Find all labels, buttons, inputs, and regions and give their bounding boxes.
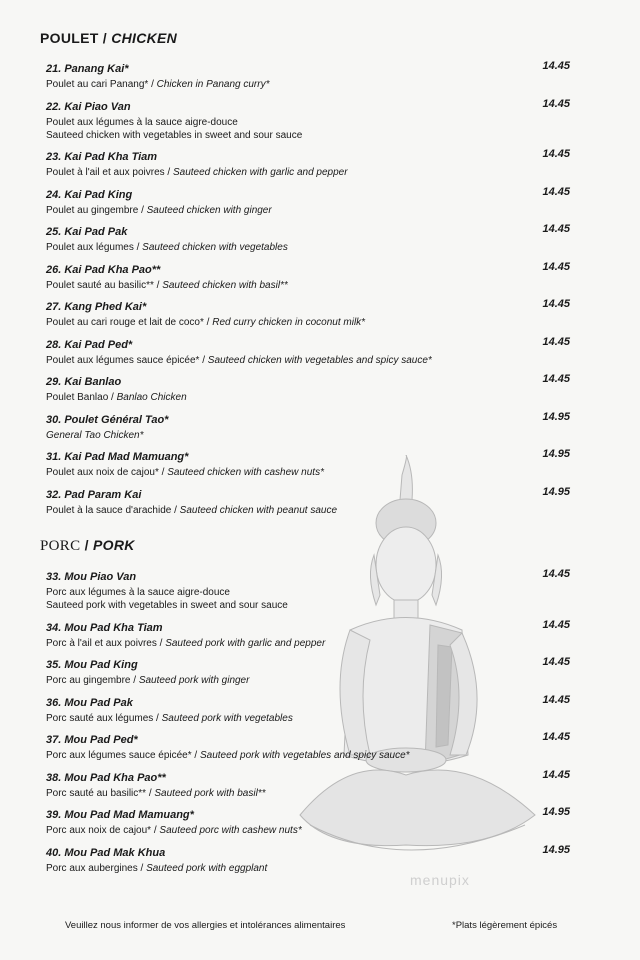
menu-item-name: 32. Pad Param Kai <box>46 488 142 501</box>
menu-item-name: 38. Mou Pad Kha Pao** <box>46 771 166 784</box>
menu-item <box>46 297 576 329</box>
menu-item <box>46 618 576 650</box>
description-fr: Poulet aux légumes sauce épicée* / <box>46 354 208 366</box>
description-en: Sauteed chicken with vegetables in sweet and sour sauce <box>46 129 303 141</box>
description-en: Sauteed pork with basil** <box>154 787 266 799</box>
section-title-fr: POULET <box>40 30 99 46</box>
menu-item-description <box>46 204 576 217</box>
menu-item <box>46 805 576 837</box>
menu-item-name: 30. Poulet Général Tao* <box>46 413 169 426</box>
menu-item-price: 14.95 <box>542 806 570 818</box>
description-en: Sauteed pork with vegetables in sweet and sour sauce <box>46 600 288 611</box>
menu-item-name: 29. Kai Banlao <box>46 376 122 388</box>
menu-item-header <box>46 567 576 583</box>
menu-item-header <box>46 655 576 671</box>
menu-item-name: 36. Mou Pad Pak <box>46 696 133 709</box>
menu-item-description <box>46 316 576 329</box>
menu-item-description <box>46 637 576 650</box>
menu-item <box>46 410 576 442</box>
description-en: General Tao Chicken* <box>46 429 144 441</box>
description-fr: Poulet aux noix de cajou* / <box>46 467 168 478</box>
menu-item-description <box>46 78 576 91</box>
menu-item-description <box>46 862 576 875</box>
menu-item-price: 14.45 <box>542 148 570 160</box>
description-fr: Poulet au gingembre / <box>46 204 147 216</box>
section-title-separator: / <box>84 537 89 553</box>
buddha-flame <box>400 455 412 500</box>
menu-item-price: 14.45 <box>542 768 570 781</box>
menu-item-description <box>46 354 576 367</box>
menu-item-name: 39. Mou Pad Mad Mamuang* <box>46 809 194 821</box>
menu-item-header <box>46 768 576 784</box>
description-fr: Poulet au cari Panang* / <box>46 79 157 90</box>
menu-item-header <box>46 297 576 313</box>
description-fr: Porc aux aubergines / <box>46 862 147 874</box>
section-title-pork <box>40 537 135 555</box>
description-en: Sauteed pork with vegetables <box>161 712 293 724</box>
menu-item-description <box>46 279 576 292</box>
description-fr: Poulet à l'ail et aux poivres / <box>46 167 173 178</box>
menu-item-header <box>46 805 576 821</box>
menu-item-price: 14.45 <box>542 185 570 198</box>
menu-item <box>46 97 576 142</box>
menu-item-price: 14.45 <box>542 568 570 580</box>
description-en: Sauteed chicken with garlic and pepper <box>172 167 348 178</box>
spicy-note: *Plats légèrement épicés <box>452 920 558 931</box>
description-fr: Porc sauté aux légumes / <box>46 712 162 724</box>
menu-item-name: 26. Kai Pad Kha Pao** <box>46 263 161 276</box>
description-fr: Poulet aux légumes / <box>46 242 143 253</box>
menu-item-description <box>46 241 576 254</box>
description-en: Red curry chicken in coconut milk* <box>212 317 366 328</box>
menu-item <box>46 567 576 612</box>
menu-item-name: 22. Kai Piao Van <box>46 100 131 113</box>
menu-item-price: 14.45 <box>542 618 570 631</box>
watermark: menupix <box>410 872 470 888</box>
description-fr: Poulet Banlao / <box>46 392 117 403</box>
menu-item-header <box>46 410 576 426</box>
description-en: Sauteed chicken with vegetables and spicy sauce* <box>207 354 432 366</box>
description-en: Sauteed pork with ginger <box>138 675 250 686</box>
menu-item-header <box>46 260 576 276</box>
menu-item <box>46 843 576 875</box>
menu-item-price: 14.45 <box>542 731 570 743</box>
menu-item-description <box>46 674 576 687</box>
description-en: Sauteed chicken with cashew nuts* <box>167 467 324 478</box>
section-title-en: CHICKEN <box>111 30 178 46</box>
menu-item-name: 40. Mou Pad Mak Khua <box>46 846 166 859</box>
description-fr: Poulet à la sauce d'arachide / <box>46 504 180 516</box>
description-en: Chicken in Panang curry* <box>156 79 270 90</box>
menu-item-header <box>46 730 576 746</box>
menu-item-description <box>46 116 576 142</box>
menu-item-price: 14.45 <box>542 97 570 110</box>
menu-item <box>46 222 576 254</box>
menu-item-header <box>46 222 576 238</box>
menu-item-header <box>46 693 576 709</box>
section-title-chicken <box>40 30 177 46</box>
menu-item-name: 27. Kang Phed Kai* <box>46 301 147 313</box>
menu-item-description <box>46 749 576 762</box>
menu-item-price: 14.95 <box>542 410 570 423</box>
menu-item <box>46 59 576 91</box>
description-en: Sauteed chicken with vegetables <box>142 242 288 253</box>
menu-item-name: 33. Mou Piao Van <box>46 571 137 583</box>
menu-item-price: 14.45 <box>542 223 570 235</box>
menu-item-name: 23. Kai Pad Kha Tiam <box>46 151 158 163</box>
description-fr: Porc aux légumes sauce épicée* / <box>46 750 200 761</box>
menu-item <box>46 335 576 367</box>
menu-item-price: 14.95 <box>542 485 570 498</box>
description-en: Sauteed porc with cashew nuts* <box>159 825 302 836</box>
menu-item-price: 14.45 <box>542 656 570 668</box>
section-title-fr: PORC <box>40 538 81 554</box>
menu-item-header <box>46 843 576 859</box>
section-title-separator: / <box>102 30 107 46</box>
menu-item-name: 21. Panang Kai* <box>46 63 129 75</box>
menu-item-price: 14.95 <box>542 843 570 856</box>
menu-item-header <box>46 97 576 113</box>
menu-item <box>46 372 576 404</box>
menu-item-description <box>46 712 576 725</box>
description-en: Sauteed pork with vegetables and spicy sauce* <box>199 750 410 761</box>
menu-item-price: 14.45 <box>542 260 570 273</box>
description-fr: Poulet aux légumes à la sauce aigre-douce <box>46 116 238 128</box>
description-fr: Porc aux légumes à la sauce aigre-douce <box>46 587 230 598</box>
menu-item-price: 14.45 <box>542 693 570 706</box>
menu-item-price: 14.45 <box>542 373 570 385</box>
menu-item-header <box>46 335 576 351</box>
description-en: Sauteed chicken with basil** <box>162 279 288 291</box>
description-en: Sauteed pork with eggplant <box>146 862 268 874</box>
section-title-en: PORK <box>93 537 135 553</box>
menu-item <box>46 768 576 800</box>
description-fr: Porc sauté au basilic** / <box>46 787 155 799</box>
menu-item <box>46 147 576 179</box>
allergy-note: Veuillez nous informer de vos allergies et intolérances alimentaires <box>65 920 346 931</box>
menu-item-description <box>46 429 576 442</box>
description-en: Banlao Chicken <box>116 392 187 403</box>
menu-item-header <box>46 147 576 163</box>
menu-item-description <box>46 166 576 179</box>
menu-item <box>46 260 576 292</box>
menu-item-price: 14.45 <box>542 60 570 72</box>
menu-item <box>46 655 576 687</box>
menu-item-price: 14.45 <box>542 335 570 348</box>
menu-item-name: 24. Kai Pad King <box>46 188 133 201</box>
menu-item-description <box>46 586 576 612</box>
menu-item-name: 25. Kai Pad Pak <box>46 226 128 238</box>
menu-item-name: 35. Mou Pad King <box>46 659 138 671</box>
menu-item-header <box>46 618 576 634</box>
menu-item-name: 28. Kai Pad Ped* <box>46 338 133 351</box>
description-fr: Porc au gingembre / <box>46 675 139 686</box>
menu-item-header <box>46 372 576 388</box>
menu-item-name: 31. Kai Pad Mad Mamuang* <box>46 451 189 463</box>
menu-item-name: 37. Mou Pad Ped* <box>46 734 138 746</box>
description-en: Sauteed pork with garlic and pepper <box>165 637 326 649</box>
menu-item-header <box>46 185 576 201</box>
menu-item-description <box>46 391 576 404</box>
menu-item-header <box>46 59 576 75</box>
menu-item-description <box>46 824 576 837</box>
menu-item <box>46 730 576 762</box>
description-fr: Porc aux noix de cajou* / <box>46 825 160 836</box>
description-fr: Porc à l'ail et aux poivres / <box>46 637 166 649</box>
menu-item-name: 34. Mou Pad Kha Tiam <box>46 621 163 634</box>
menu-item-price: 14.45 <box>542 298 570 310</box>
menu-item-price: 14.95 <box>542 448 570 460</box>
description-en: Sauteed chicken with ginger <box>146 204 272 216</box>
description-fr: Poulet au cari rouge et lait de coco* / <box>46 317 213 328</box>
description-en: Sauteed chicken with peanut sauce <box>179 504 338 516</box>
description-fr: Poulet sauté au basilic** / <box>46 279 163 291</box>
menu-item-description <box>46 787 576 800</box>
menu-item <box>46 185 576 217</box>
menu-item <box>46 693 576 725</box>
